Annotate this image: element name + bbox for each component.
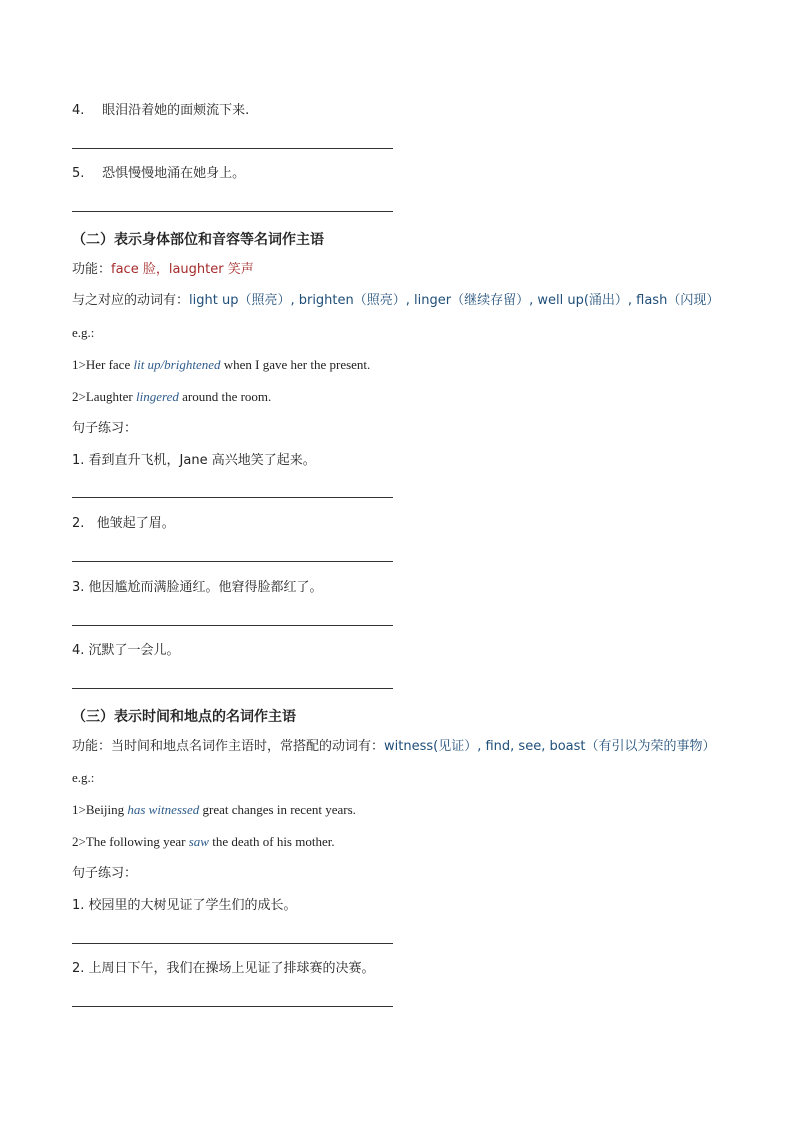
function-label: 功能：当时间和地点名词作主语时，常搭配的动词有： [72, 739, 385, 754]
example-verb: saw [188, 834, 209, 849]
answer-line [72, 625, 393, 626]
section-heading: （二）表示身体部位和音容等名词作主语 [72, 232, 324, 248]
example-sentence [72, 357, 370, 373]
example-sentence [72, 802, 356, 818]
example-post: great changes in recent years. [199, 802, 356, 817]
verbs-line [72, 292, 719, 310]
answer-line [72, 497, 393, 498]
answer-line [72, 211, 393, 212]
answer-line [72, 148, 393, 149]
function-line [72, 261, 254, 279]
answer-line [72, 1006, 393, 1007]
item-number: 5. [72, 166, 85, 181]
item-text: 眼泪沿着她的面颊流下来. [102, 103, 250, 118]
practice-label: 句子练习： [72, 866, 138, 881]
function-label: 功能： [72, 262, 112, 277]
verbs-value: light up（照亮）, brighten（照亮）, linger（继续存留）, well up(涌出）, flash（闪现） [189, 293, 720, 308]
example-pre: 1>Beijing [72, 802, 128, 817]
practice-question: 1. 校园里的大树见证了学生们的成长。 [72, 898, 297, 913]
example-pre: 2>The following year [72, 834, 189, 849]
example-post: around the room. [178, 389, 272, 404]
practice-question: 1. 看到直升飞机，Jane 高兴地笑了起来。 [72, 453, 316, 468]
example-post: when I gave her the present. [220, 357, 371, 372]
practice-question: 3. 他因尴尬而满脸通红。他窘得脸都红了。 [72, 580, 323, 595]
item-number: 4. [72, 103, 85, 118]
answer-line [72, 561, 393, 562]
function-value: face 脸，laughter 笑声 [111, 262, 254, 277]
example-pre: 2>Laughter [72, 389, 137, 404]
verbs-label: 与之对应的动词有： [72, 293, 190, 308]
eg-label: e.g.: [72, 770, 95, 785]
example-verb: lingered [136, 389, 179, 404]
section-heading: （三）表示时间和地点的名词作主语 [72, 709, 296, 725]
answer-line [72, 688, 393, 689]
practice-question: 4. 沉默了一会儿。 [72, 643, 180, 658]
example-post: the death of his mother. [208, 834, 335, 849]
eg-label: e.g.: [72, 325, 95, 340]
function-value: witness(见证）, find, see, boast（有引以为荣的事物） [384, 739, 716, 754]
item-text: 恐惧慢慢地涌在她身上。 [102, 166, 246, 181]
example-verb: lit up/brightened [133, 357, 221, 372]
answer-line [72, 943, 393, 944]
practice-question: 2. 上周日下午，我们在操场上见证了排球赛的决赛。 [72, 961, 375, 976]
example-sentence [72, 834, 335, 850]
example-pre: 1>Her face [72, 357, 134, 372]
item-4 [72, 102, 249, 120]
example-sentence [72, 389, 271, 405]
example-verb: has witnessed [127, 802, 200, 817]
practice-question: 2. 他皱起了眉。 [72, 516, 175, 531]
function-line [72, 738, 716, 756]
item-5 [72, 165, 245, 183]
practice-label: 句子练习： [72, 421, 138, 436]
